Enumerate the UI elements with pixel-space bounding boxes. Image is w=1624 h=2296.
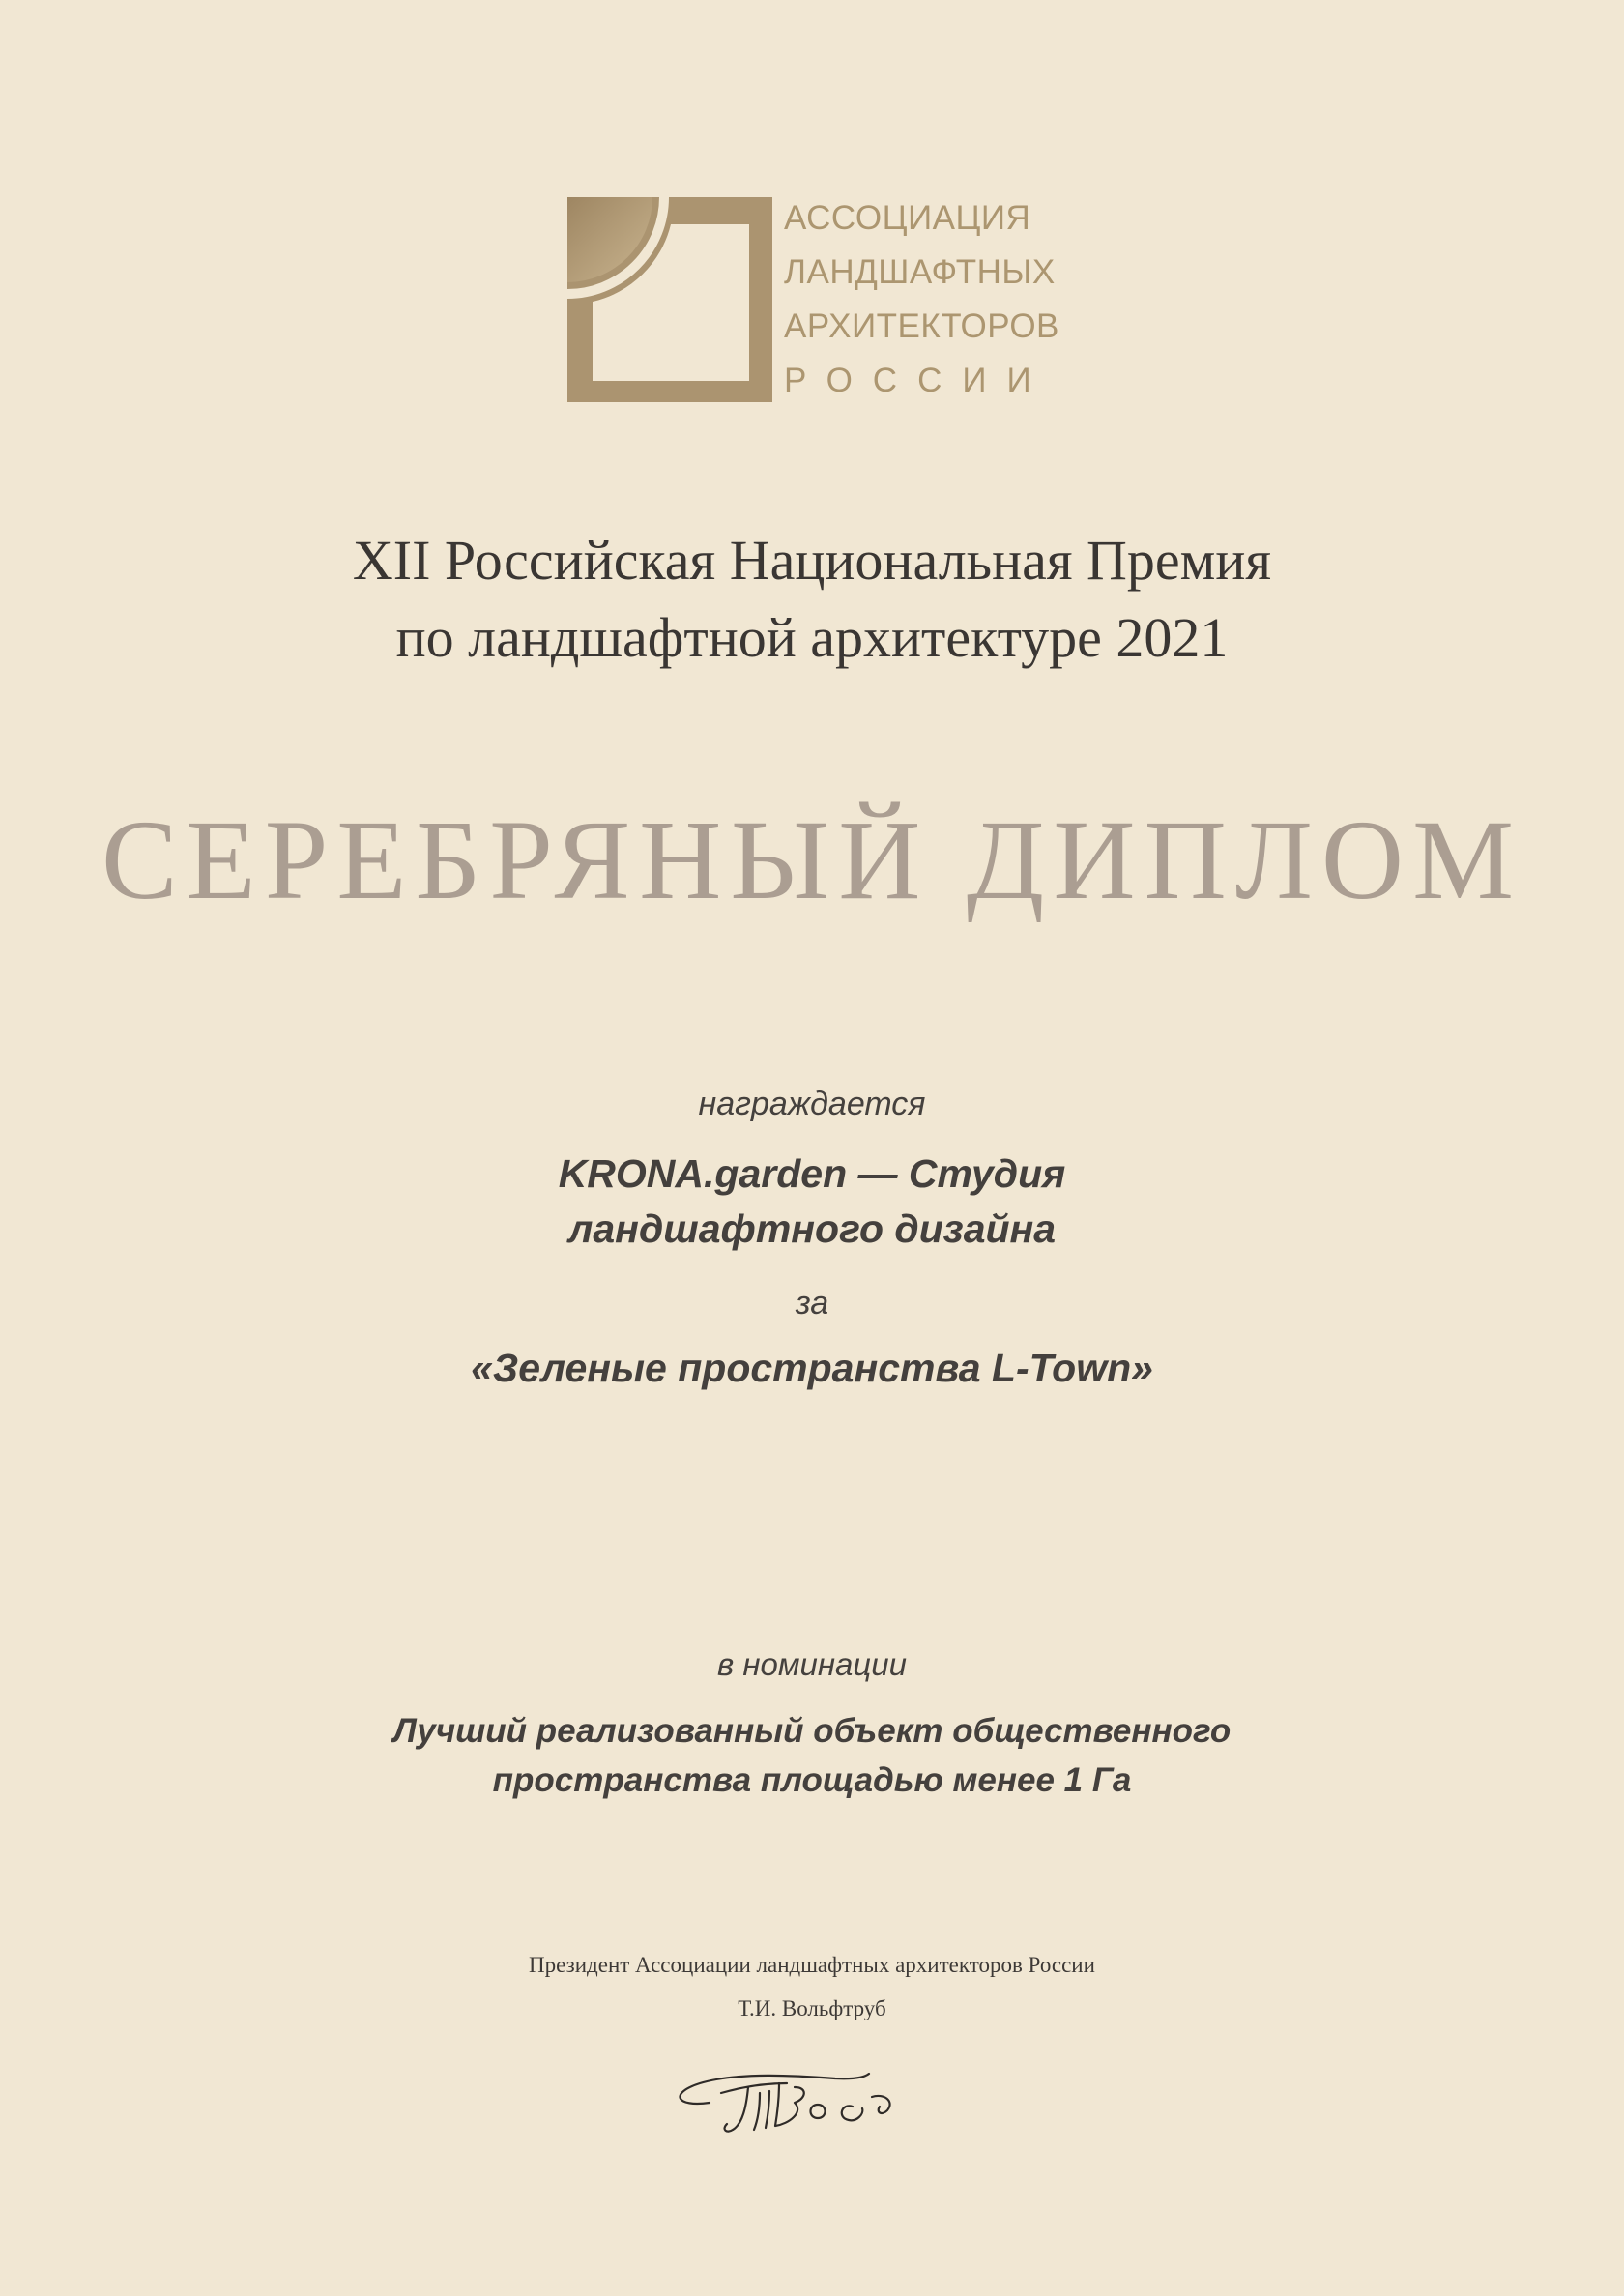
signature-image (671, 2054, 932, 2151)
logo-text-line-2: ЛАНДШАФТНЫХ (784, 253, 1056, 291)
nomination-label: в номинации (717, 1646, 907, 1682)
logo-text-line-1: АССОЦИАЦИЯ (784, 199, 1031, 237)
award-heading-line-2: по ландшафтной архитектуре 2021 (395, 606, 1229, 669)
president-name: Т.И. Вольфтруб (738, 1996, 886, 2020)
award-heading (0, 522, 1624, 677)
recipient-name (0, 1147, 1624, 1257)
recipient-line-1: KRONA.garden — Студия (558, 1151, 1066, 1196)
awarded-label: награждается (698, 1086, 926, 1122)
logo-text-line-4: РОССИИ (784, 362, 1052, 399)
association-logo-mark-icon (567, 197, 772, 402)
diploma-title: СЕРЕБРЯНЫЙ ДИПЛОМ (101, 797, 1523, 923)
project-name: «Зеленые пространства L-Town» (471, 1346, 1153, 1390)
award-heading-line-1: XII Российская Национальная Премия (352, 529, 1272, 592)
nomination-line-2: пространства площадью менее 1 Га (492, 1761, 1132, 1799)
nomination-title (0, 1706, 1624, 1805)
logo-text (784, 191, 1074, 408)
for-label: за (795, 1285, 829, 1322)
president-title: Президент Ассоциации ландшафтных архитекторов России (529, 1953, 1095, 1977)
logo-text-line-3: АРХИТЕКТОРОВ (784, 307, 1059, 345)
nomination-line-1: Лучший реализованный объект общественного (392, 1712, 1232, 1750)
recipient-line-2: ландшафтного дизайна (567, 1206, 1057, 1251)
association-logo (567, 197, 1060, 402)
